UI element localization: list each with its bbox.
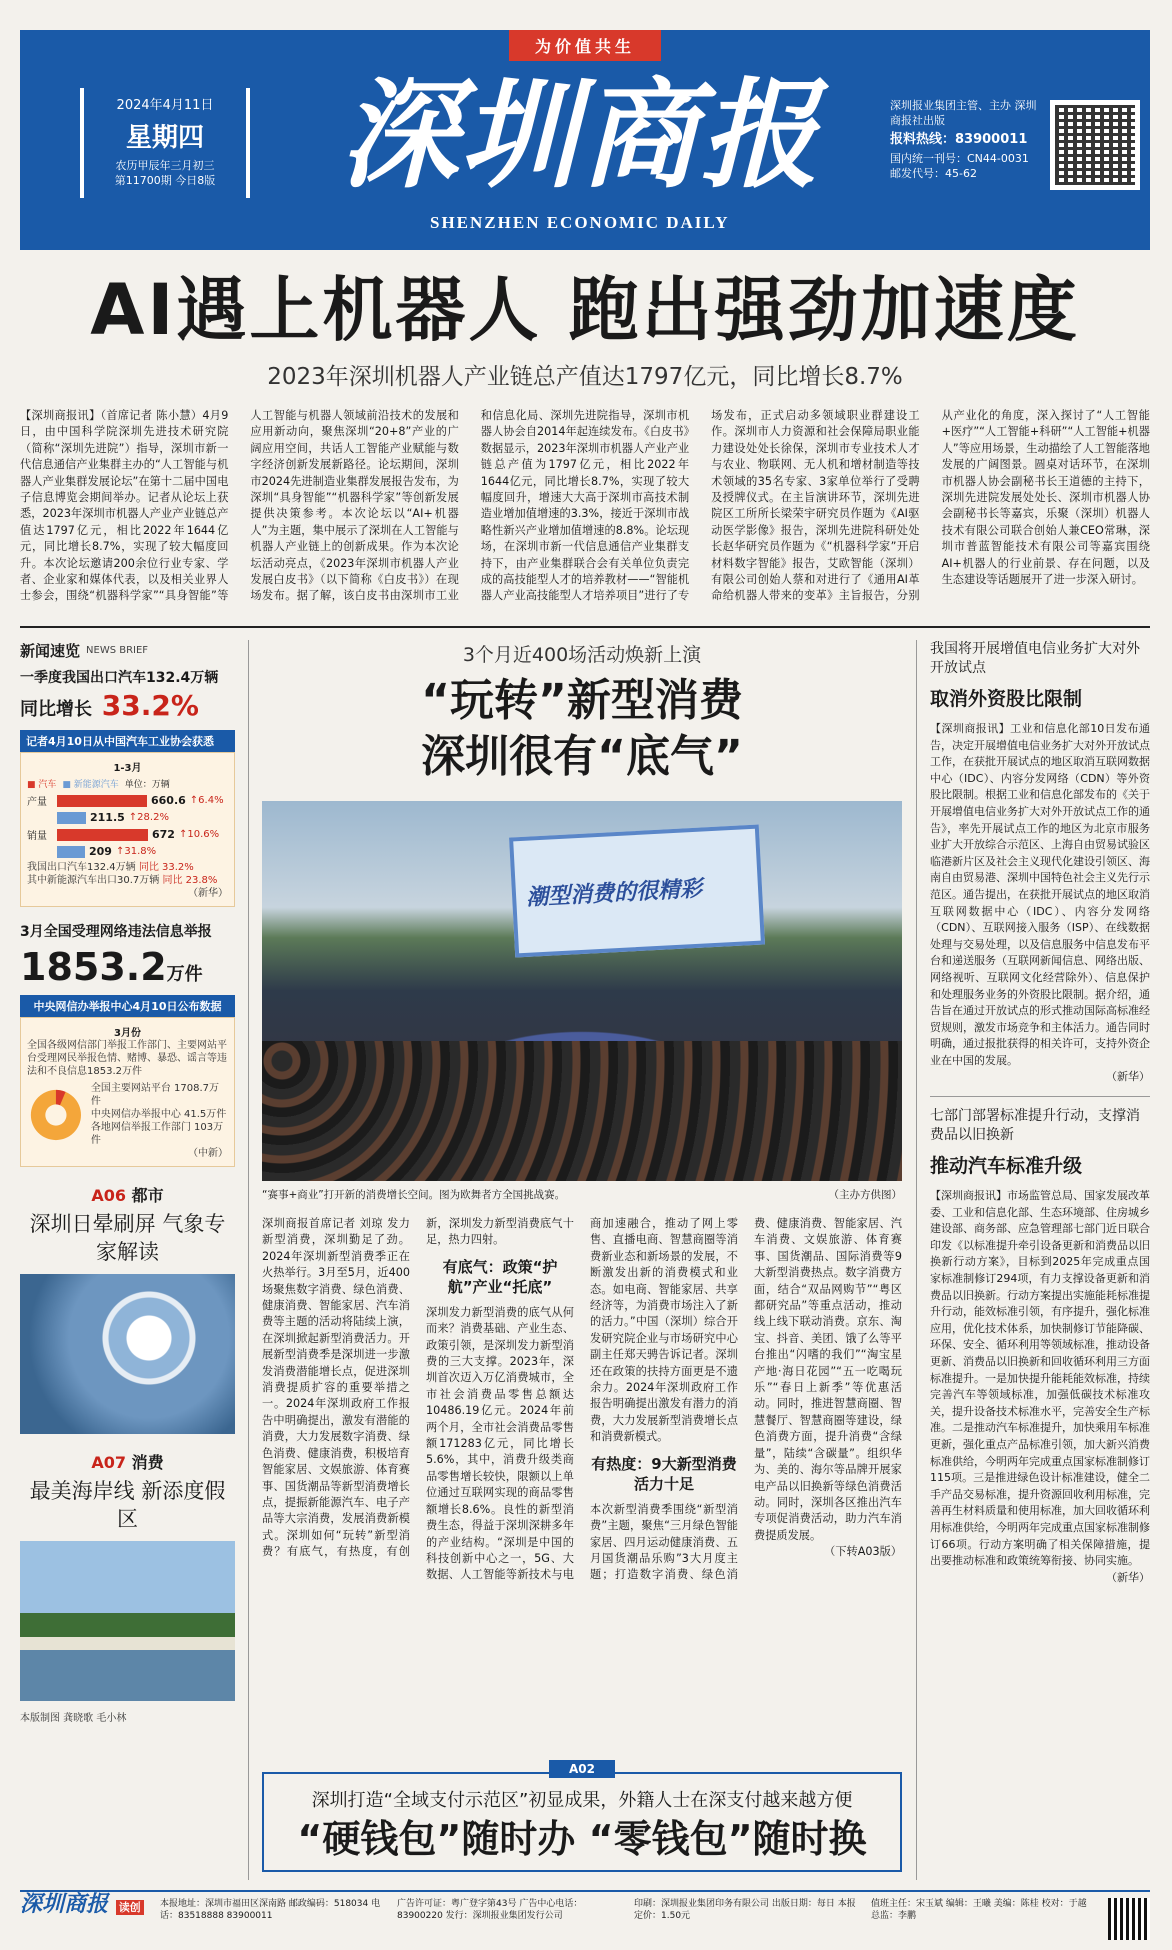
- chart-period: 1-3月: [113, 763, 142, 774]
- bar: [57, 829, 148, 841]
- legend-unit: 单位：万辆: [124, 780, 170, 790]
- growth-value: 33.2%: [101, 689, 199, 722]
- right-headline-1[interactable]: 取消外资股比限制: [930, 688, 1083, 710]
- report-count-value: 1853.2: [20, 945, 167, 989]
- a07-headline[interactable]: 最美海岸线 新添度假区: [29, 1479, 226, 1531]
- report-pie: [27, 1082, 228, 1147]
- bar-growth-label: ↑6.4%: [189, 795, 224, 806]
- a02-teaser[interactable]: [262, 1760, 902, 1880]
- sun-halo-photo: [20, 1274, 235, 1434]
- date-box: [80, 88, 250, 198]
- crowd: [262, 1041, 902, 1181]
- footer-editors: 值班主任：宋玉斌 编辑：王曦 美编：陈桂 校对：于越 总监：李鹏: [871, 1899, 1087, 1921]
- hotline: 报料热线：83900011: [890, 132, 1028, 147]
- chart-note-2: 其中新能源汽车出口30.7万辆 同比 23.8%: [27, 875, 218, 886]
- right-body-2: 【深圳商报讯】市场监管总局、国家发展改革委、工业和信息化部、生态环境部、住房城乡建设部、商务部、应急管理部七部门近日联合印发《以标准提升牵引设备更新和消费品以旧换新行动方案》，目标到2025年完成重点国家标准制修订294项，有力支撑设备更新和消费品以旧换新。行动方案提出实施能耗标准提升行动，能效标准引领，有序提升，强化标准应用，优化技术体系，加快制修订节能降碳、环保、安全、循环利用等领域标准，推动设备更新、消费品以旧换新和回收循环利用三方面标准提升。一是加快提升能耗能效标准，持续完善汽车等领域标准，加强低碳技术标准攻关，提升设备技术标准水平，完善安全生产标准。二是推动汽车标准提升，加快乘用车标准更新，强化重点产品标准引领，加大新兴消费标准供给，今明两年完成重点国家标准制修订115项。三是推进绿色设计标准建设，健全二手产品交易标准，提升资源回收利用标准，完善再生材料质量和使用标准，加大回收循环利用标准供给，今明两年完成重点国家标准制修订66项。行动方案明确了相关保障措施，提出要推动标准和政策统筹衔接、协同实施。: [930, 1189, 1150, 1568]
- coastline-photo: [20, 1541, 235, 1701]
- event-banner: 潮型消费的很精彩: [509, 825, 765, 958]
- news-brief-label: 新闻速览: [20, 642, 81, 660]
- continued-note[interactable]: （下转A03版）: [824, 1545, 902, 1559]
- photo-credit: 本版制图 龚晓歌 毛小林: [20, 1713, 127, 1724]
- right-sign-1: （新华）: [1106, 1070, 1150, 1084]
- newspaper-logo: 深圳商报: [340, 65, 821, 204]
- bar-growth-label: ↑28.2%: [128, 812, 169, 823]
- right-sign-2: （新华）: [1106, 1570, 1150, 1584]
- newspaper-logo-en: SHENZHEN ECONOMIC DAILY: [430, 213, 730, 232]
- chart-legend: [27, 777, 228, 790]
- bar: [57, 846, 85, 858]
- footer-ads: 广告许可证：粤广登字第43号 广告中心电话：83900220 发行：深圳报业集团发行公司: [397, 1899, 583, 1921]
- motto: 为价值共生: [509, 30, 661, 61]
- bar-row: [27, 827, 228, 842]
- center-column: [262, 640, 902, 1830]
- section-a07[interactable]: A07 消费: [91, 1453, 164, 1472]
- column-divider: [248, 640, 249, 1880]
- publisher-info: [890, 98, 1040, 181]
- bar: [57, 795, 147, 807]
- news-brief-tag: [20, 640, 235, 661]
- footer-logo: 深圳商报 读创: [20, 1898, 150, 1940]
- growth-label: 同比增长: [20, 699, 92, 720]
- center-headline-line1: “玩转”新型消费: [421, 675, 743, 726]
- masthead: [20, 30, 1150, 250]
- main-headline: AI遇上机器人 跑出强劲加速度: [90, 269, 1080, 351]
- right-kicker-2: 七部门部署标准提升行动，支撑消费品以旧换新: [930, 1108, 1140, 1144]
- lunar-date: 农历甲辰年三月初三: [115, 159, 215, 172]
- dance-event-photo: [262, 801, 902, 1181]
- main-subheadline: 2023年深圳机器人产业链总产值达1797亿元，同比增长8.7%: [267, 364, 903, 390]
- teaser-page-tag: A02: [549, 1760, 615, 1778]
- report-chart: [20, 1017, 235, 1167]
- caption-credit: （主办方供图）: [828, 1189, 902, 1201]
- chart-bars: [27, 793, 228, 858]
- report-desc: 全国各级网信部门举报工作部门、主要网站平台受理网民举报色情、赌博、暴恐、谣言等违法和不良信息1853.2万件: [27, 1040, 227, 1077]
- teaser-box: [262, 1772, 902, 1872]
- weekday: 星期四: [125, 123, 204, 153]
- footer-print: 印刷：深圳报业集团印务有限公司 出版日期：每日 本报定价：1.50元: [634, 1899, 856, 1921]
- report-banner: 中央网信办举报中心4月10日公布数据: [20, 995, 235, 1017]
- pie-legend-a: 全国主要网站平台 1708.7万件: [90, 1083, 220, 1107]
- issue-date: 2024年4月11日: [116, 98, 214, 113]
- legend-auto: ■ 汽车: [27, 780, 57, 790]
- auto-chart: [20, 752, 235, 907]
- body-part-b: 深圳发力新型消费的底气从何而来？消费基础、产业生态、政策引领，是深圳发力新型消费的三大支撑。2023年，深圳首次迈入万亿消费城市，全市社会消费品零售总额达10486.19亿元。2024年前两个月，全市社会消费品零售额171283亿元，同比增长5.6%，其中，消费升级类商品零售增长较快，限额以上单位通过互联网实现的商品零售额增长8.6%。良性的新型消费生态，得益于深圳深耕多年的产业结构。“深圳是中国的科技创新中心之一，5G、大数据、人工智能等新技术与电商加速融合，推动了网上零售、直播电商、智慧商圈等消费新业态和新场景的发展，不断激发出新的消费模式和业态。如电商、智能家居、共享经济等，为消费市场注入了新的活力。”中国（深圳）综合开发研究院企业与市场研究中心副主任郑天骋告诉记者。深圳还在政策的扶持方面更是不遗余力。2024年深圳政府工作报告明确提出激发有潜力的消费，大力发展新型消费增长点和消费新模式。: [426, 1217, 738, 1582]
- report-period: 3月份: [114, 1028, 141, 1039]
- footer-qr-icon: [1108, 1898, 1150, 1940]
- bar: [57, 812, 86, 824]
- right-kicker-1: 我国将开展增值电信业务扩大对外开放试点: [930, 641, 1140, 676]
- pie-hole: [45, 1104, 66, 1125]
- pie-chart: [27, 1085, 85, 1145]
- bar-value-label: 672: [152, 828, 175, 841]
- right-column: [930, 640, 1150, 1880]
- publisher: 深圳报业集团主管、主办 深圳商报社出版: [890, 99, 1037, 127]
- footer: [20, 1890, 1150, 1940]
- report-count: [20, 945, 235, 989]
- bar-row: [27, 811, 228, 824]
- news-brief-label-en: NEWS BRIEF: [86, 645, 149, 656]
- right-headline-2[interactable]: 推动汽车标准升级: [930, 1155, 1083, 1178]
- center-headline[interactable]: [262, 673, 902, 785]
- column-divider: [916, 640, 917, 1880]
- photo-caption: [262, 1187, 902, 1202]
- qr-code-icon: [1050, 100, 1140, 190]
- divider: [930, 1096, 1150, 1097]
- teaser-subheadline: 深圳打造“全域支付示范区”初显成果，外籍人士在深支付越来越方便: [311, 1790, 853, 1811]
- right-body-1: 【深圳商报讯】工业和信息化部10日发布通告，决定开展增值电信业务扩大对外开放试点工作，在获批开展试点的地区取消互联网数据中心（IDC）、内容分发网络（CDN）等外资股比限制。根据工业和信息化部发布的《关于开展增值电信业务扩大对外开放试点工作的通告》，率先开展试点工作的地区为北京市服务业扩大开放综合示范区、上海自由贸易试验区临港新片区及社会主义现代化建设引领区、海南自由贸易港、深圳中国特色社会主义先行示范区。通告提出，在获批开展试点的地区取消互联网数据中心（IDC）、内容分发网络（CDN）、互联网接入服务（ISP）、在线数据处理与交易处理，以及信息服务中信息发布平台和递送服务（互联网新闻信息、网络出版、网络视听、互联网文化经营除外）、信息保护和处理服务业务的外资股比限制。据介绍，通告旨在通过开放试点的形式推动国际高标准经贸规则，激发市场竞争和主体活力。通告同时明确，通过报批获得的相关许可，支持外资企业在中国的发展。: [930, 722, 1150, 1067]
- brief-headline[interactable]: 一季度我国出口汽车132.4万辆: [20, 670, 219, 686]
- pie-legend-b: 中央网信办举报中心 41.5万件: [90, 1109, 227, 1120]
- report-count-unit: 万件: [166, 964, 203, 985]
- bar-growth-label: ↑31.8%: [115, 846, 157, 857]
- left-column: [20, 640, 235, 1880]
- bar-value-label: 209: [89, 845, 112, 858]
- source-tag-2: （中新）: [188, 1148, 228, 1159]
- body-part-a: 深圳商报首席记者 刘琼 发力新型消费，深圳勤足了劲。2024年深圳新型消费季正在火热举行。3月至5月，近400场聚焦数字消费、绿色消费、健康消费、智能家居、汽车消费等主题的活动将陆续上演，在深圳掀起新型消费活力。开展新型消费季是深圳进一步激发消费潜能增长点，促进深圳消费提质扩容的重要举措之一。2024年深圳政府工作报告中明确提出，激发有潜能的消费，大力发展数字消费、绿色消费、健康消费，积极培育智能家居、文娱旅游、体育赛事、国货潮品等新型消费增长点，提振新能源汽车、电子产品等大宗消费，发展消费新模式。深圳如何“玩转”新型消费？有底气，有热度，有创新，深圳发力新型消费底气十足，热力四射。: [262, 1217, 574, 1559]
- brief-headline-2[interactable]: 3月全国受理网络违法信息举报: [20, 924, 212, 940]
- bar-row: [27, 845, 228, 858]
- bar-growth-label: ↑10.6%: [178, 829, 220, 840]
- bar-category-label: 销量: [27, 831, 47, 842]
- caption-text: “赛事+商业”打开新的消费增长空间。图为欧舞者方全国挑战赛。: [262, 1189, 566, 1201]
- legend-ne: ■ 新能源汽车: [62, 780, 119, 790]
- publication-code: 国内统一刊号：CN44-0031: [890, 152, 1029, 165]
- source-tag: （新华）: [188, 888, 228, 899]
- bar-row: [27, 793, 228, 808]
- section-a06[interactable]: A06 都市: [91, 1186, 164, 1205]
- chart-note-1: 我国出口汽车132.4万辆 同比 33.2%: [27, 862, 194, 873]
- a06-headline[interactable]: 深圳日晕刷屏 气象专家解读: [29, 1212, 226, 1264]
- subheading-1: 有底气：政策“护航”产业“托底”: [442, 1257, 558, 1296]
- bar-value-label: 211.5: [90, 811, 125, 824]
- subheading-2: 有热度：9大新型消费活力十足: [591, 1454, 737, 1493]
- postal-code: 邮发代号：45-62: [890, 167, 977, 180]
- body-part-c: 本次新型消费季围绕“新型消费”主题，聚焦“三月绿色智能家居、四月运动健康消费、五月国货潮品乐购”3大月度主题；打造数字消费、绿色消费、健康消费、智能家居、汽车消费、文娱旅游、体育赛事、国货潮品、国际消费等9大新型消费热点。数字消费方面，结合“双品网购节”“粤区都研究品”等重点活动，推动线上线下联动消费。京东、淘宝、抖音、美团、饿了么等平台推出“闪嗜的我们”“淘宝星产地·海日花园”“五一吃喝玩乐”“春日上新季”等优惠活动。同时，推进智慧商圈、智慧餐厅、智慧商圈等建设，绿色消费方面，提升消费“含绿量”，陆续“含碳量”。组织华为、美的、海尔等品牌开展家电产品以旧换新等绿色消费活动。同时，深圳各区推出汽车专项促消费活动，助力汽车消费提质发展。: [590, 1217, 902, 1582]
- bar-value-label: 660.6: [151, 794, 186, 807]
- pie-legend-c: 各地网信举报工作部门 103万件: [90, 1122, 224, 1146]
- issue-number: 第11700期 今日8版: [114, 174, 216, 187]
- center-kicker: 3个月近400场活动焕新上演: [462, 644, 702, 666]
- brief-growth: [20, 689, 235, 722]
- bar-category-label: 产量: [27, 797, 47, 808]
- section-divider: [20, 626, 1150, 628]
- lead-article-body: 【深圳商报讯】（首席记者 陈小慧）4月9日，由中国科学院深圳先进技术研究院（简称“深圳先进院”）指导，深圳市新一代信息通信产业集群主办的“人工智能与机器人产业集群发展论坛”在第十二届中国电子信息博览会期间举办。记者从论坛上获悉，2023年深圳市机器人产业产业链总产值达1797亿元，相比2022年1644亿元，同比增长8.7%，实现了较大幅度回升。本次论坛邀请200余位行业专家、学者、企业家和媒体代表，以及相关业界人士参会，围绕“机器科学家”“具身智能”等人工智能与机器人领域前沿技术的发展和应用新动向，聚焦深圳“20+8”产业的广阔应用空间，共话人工智能产业赋能与数字经济创新发展新路径。论坛期间，深圳市2024先进制造业集群发展报告发布，为深圳“具身智能”“机器科学家”等创新发展提供决策参考。本次论坛以“AI+机器人”为主题，集中展示了深圳在人工智能与机器人产业链上的创新成果。作为本次论坛活动亮点，《2023年深圳市机器人产业发展白皮书》（以下简称《白皮书》）在现场发布。据了解，该白皮书由深圳市工业和信息化局、深圳先进院指导，深圳市机器人协会自2014年起连续发布。《白皮书》数据显示，2023年深圳市机器人产业产业链总产值为1797亿元，相比2022年1644亿元，同比增长8.7%，实现了较大幅度回升，增速大大高于深圳市高技术制造业增加值增速的3.3%，接近于深圳市战略性新兴产业增加值增速的8.8%。论坛现场，在深圳市新一代信息通信产业集群支持下，由产业集群联合会有关单位负责完成的高技能型人才的培养教材——“智能机器人产业高技能型人才培养项目”进行了专场发布，正式启动多领域职业群建设工作。深圳市人力资源和社会保障局职业能力建设处处长徐保，深圳市专业技术人才与农业、物联网、无人机和增材制造等技术领域的35名专家、3家单位举行了受聘及授牌仪式。在主旨演讲环节，深圳先进院区工所所长梁荣宇研究员作题为《AI驱动医学影像》报告，深圳先进院科研处处长赵华研究员作题为《“机器科学家”开启材料数字智能》报告，艾欧智能（深圳）有限公司创始人蔡和对进行了《通用AI革命给机器人带来的变革》主旨报告，分别从产业化的角度，深入探讨了“人工智能+医疗”“人工智能+科研”“人工智能+机器人”等应用场景，生动描绘了人工智能落地发展的广阔图景。圆桌对话环节，在深圳市机器人协会副秘书长王道德的主持下，深圳先进院发展处处长、深圳市机器人协会副秘书长等嘉宾，乐聚（深圳）机器人技术有限公司联合创始人兼CEO常琳，深圳市普蓝智能技术有限公司等嘉宾围绕AI+机器人的行业前景、存在问题，以及生态建设等话题展开了进一步深入研讨。: [20, 409, 1150, 603]
- center-headline-line2: 深圳很有“底气”: [421, 731, 743, 782]
- chart-banner: 记者4月10日从中国汽车工业协会获悉: [20, 730, 235, 752]
- center-article-body: [262, 1216, 902, 1686]
- teaser-headline: “硬钱包”随时办 “零钱包”随时换: [297, 1817, 867, 1861]
- footer-address: 本报地址：深圳市福田区深南路 邮政编码：518034 电话：83518888 83900011: [160, 1899, 381, 1921]
